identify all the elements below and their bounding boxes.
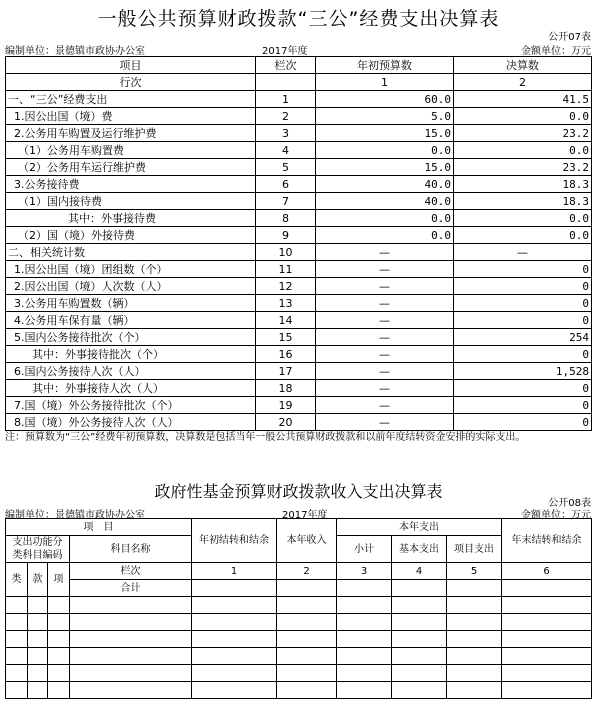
table-row — [6, 329, 592, 346]
row-item: 一、“三公”经费支出 — [6, 91, 256, 108]
empty-cell — [337, 597, 392, 614]
table-row — [6, 414, 592, 431]
table1-unit-left: 编制单位：景德镇市政协办公室 — [5, 46, 145, 57]
row-final: 0 — [454, 261, 592, 278]
row-budget: — — [316, 397, 454, 414]
row-final: 0.0 — [454, 142, 592, 159]
t2-header-begin: 年初结转和结余 — [192, 519, 277, 563]
row-budget: — — [316, 295, 454, 312]
table-row — [6, 597, 592, 614]
row-col-no: 6 — [256, 176, 316, 193]
row-budget: — — [316, 380, 454, 397]
t2-header-colno: 栏次 — [70, 563, 192, 580]
row-col-no: 15 — [256, 329, 316, 346]
row-final: 0 — [454, 346, 592, 363]
empty-cell — [277, 631, 337, 648]
empty-cell — [192, 648, 277, 665]
row-col-no: 3 — [256, 125, 316, 142]
row-col-no: 13 — [256, 295, 316, 312]
empty-cell — [70, 665, 192, 682]
header-budget: 年初预算数 — [316, 57, 454, 74]
empty-cell — [447, 648, 502, 665]
row-col-no: 17 — [256, 363, 316, 380]
empty-cell — [277, 597, 337, 614]
empty-cell — [192, 682, 277, 699]
empty-cell — [447, 631, 502, 648]
row-final: 0.0 — [454, 108, 592, 125]
empty-cell — [447, 665, 502, 682]
empty-cell — [337, 682, 392, 699]
t2-num-1: 1 — [192, 563, 277, 580]
row-budget: — — [316, 346, 454, 363]
t2-header-project: 项 目 — [6, 519, 192, 536]
empty-cell — [192, 631, 277, 648]
row-item: 2.公务用车购置及运行维护费 — [6, 125, 256, 142]
empty-cell — [70, 648, 192, 665]
t2-header-end: 年末结转和结余 — [502, 519, 592, 563]
empty-cell — [28, 597, 48, 614]
empty-cell — [192, 597, 277, 614]
row-final: 254 — [454, 329, 592, 346]
t2-header-expense: 本年支出 — [337, 519, 502, 536]
row-final: 0 — [454, 397, 592, 414]
empty-cell — [502, 682, 592, 699]
table2-code: 公开08表 — [548, 498, 591, 509]
table2-unit-left: 编制单位：景德镇市政协办公室 — [5, 510, 145, 521]
row-item: （2）公务用车运行维护费 — [6, 159, 256, 176]
empty-cell — [6, 648, 28, 665]
t2-num-4: 4 — [392, 563, 447, 580]
empty-cell — [337, 631, 392, 648]
table-row — [6, 210, 592, 227]
header-col-no: 栏次 — [256, 57, 316, 74]
row-budget: 15.0 — [316, 125, 454, 142]
table-row — [6, 363, 592, 380]
row-col-no: 9 — [256, 227, 316, 244]
empty-cell — [277, 665, 337, 682]
subheader-blank — [256, 74, 316, 91]
table1-year: 2017年度 — [262, 46, 308, 57]
empty-cell — [6, 665, 28, 682]
table-row — [6, 295, 592, 312]
row-item: 二、相关统计数 — [6, 244, 256, 261]
row-col-no: 18 — [256, 380, 316, 397]
empty-cell — [70, 631, 192, 648]
empty-cell — [28, 614, 48, 631]
table1-title: 一般公共预算财政拨款“三公”经费支出决算表 — [97, 8, 500, 30]
row-final: 0 — [454, 278, 592, 295]
empty-cell — [48, 682, 70, 699]
t2-total-cell — [447, 580, 502, 597]
empty-cell — [48, 614, 70, 631]
empty-cell — [392, 614, 447, 631]
row-col-no: 7 — [256, 193, 316, 210]
table-row — [6, 312, 592, 329]
row-final: 18.3 — [454, 193, 592, 210]
row-col-no: 10 — [256, 244, 316, 261]
t2-num-3: 3 — [337, 563, 392, 580]
empty-cell — [337, 648, 392, 665]
row-item: 3.公务用车购置数（辆） — [6, 295, 256, 312]
t2-num-5: 5 — [447, 563, 502, 580]
row-final: 0 — [454, 295, 592, 312]
row-item: 1.因公出国（境）团组数（个） — [6, 261, 256, 278]
empty-cell — [6, 631, 28, 648]
row-final: 18.3 — [454, 176, 592, 193]
empty-cell — [48, 631, 70, 648]
empty-cell — [192, 665, 277, 682]
t2-total-cell — [277, 580, 337, 597]
row-item: （1）国内接待费 — [6, 193, 256, 210]
table-row — [6, 397, 592, 414]
row-item: （1）公务用车购置费 — [6, 142, 256, 159]
row-col-no: 12 — [256, 278, 316, 295]
empty-cell — [277, 648, 337, 665]
row-item: 其中：外事接待人次（人） — [6, 380, 256, 397]
row-item: 6.国内公务接待人次（人） — [6, 363, 256, 380]
table-row — [6, 278, 592, 295]
t2-header-xiang: 项 — [48, 563, 70, 597]
t2-header-kuan: 款 — [28, 563, 48, 597]
table2-title: 政府性基金预算财政拨款收入支出决算表 — [154, 482, 443, 501]
row-col-no: 5 — [256, 159, 316, 176]
table-row — [6, 193, 592, 210]
row-col-no: 19 — [256, 397, 316, 414]
table-row — [6, 346, 592, 363]
row-budget: — — [316, 363, 454, 380]
row-final: 23.2 — [454, 125, 592, 142]
row-budget: 60.0 — [316, 91, 454, 108]
row-item: 4.公务用车保有量（辆） — [6, 312, 256, 329]
empty-cell — [502, 597, 592, 614]
empty-cell — [192, 614, 277, 631]
header-item: 项目 — [6, 57, 256, 74]
row-final: 0.0 — [454, 210, 592, 227]
table1-code: 公开07表 — [548, 32, 591, 43]
t2-total-cell — [192, 580, 277, 597]
empty-cell — [392, 682, 447, 699]
empty-cell — [48, 648, 70, 665]
t2-num-6: 6 — [502, 563, 592, 580]
empty-cell — [28, 631, 48, 648]
empty-cell — [48, 597, 70, 614]
row-col-no: 8 — [256, 210, 316, 227]
table-row — [6, 631, 592, 648]
row-col-no: 4 — [256, 142, 316, 159]
empty-cell — [70, 682, 192, 699]
gov-fund-table — [5, 518, 592, 699]
row-budget: 0.0 — [316, 227, 454, 244]
subheader-final: 2 — [454, 74, 592, 91]
t2-header-lei: 类 — [6, 563, 28, 597]
three-public-expense-table — [5, 56, 592, 431]
t2-header-func-code: 支出功能分类科目编码 — [6, 536, 70, 563]
empty-cell — [392, 648, 447, 665]
subheader-budget: 1 — [316, 74, 454, 91]
empty-cell — [502, 648, 592, 665]
row-col-no: 1 — [256, 91, 316, 108]
empty-cell — [392, 631, 447, 648]
row-final: 0 — [454, 312, 592, 329]
table-row — [6, 261, 592, 278]
row-budget: — — [316, 414, 454, 431]
empty-cell — [447, 682, 502, 699]
empty-cell — [6, 682, 28, 699]
row-item: 5.国内公务接待批次（个） — [6, 329, 256, 346]
t2-total-cell — [337, 580, 392, 597]
row-budget: — — [316, 244, 454, 261]
row-item: 其中：外事接待费 — [6, 210, 256, 227]
empty-cell — [277, 614, 337, 631]
subheader-label: 行次 — [6, 74, 256, 91]
table-row — [6, 227, 592, 244]
t2-num-2: 2 — [277, 563, 337, 580]
header-final: 决算数 — [454, 57, 592, 74]
row-budget: 0.0 — [316, 142, 454, 159]
empty-cell — [447, 597, 502, 614]
row-col-no: 11 — [256, 261, 316, 278]
empty-cell — [70, 614, 192, 631]
table-row — [6, 380, 592, 397]
t2-header-basic: 基本支出 — [392, 536, 447, 563]
empty-cell — [28, 648, 48, 665]
t2-header-name: 科目名称 — [70, 536, 192, 563]
empty-cell — [28, 665, 48, 682]
empty-cell — [337, 614, 392, 631]
row-budget: — — [316, 329, 454, 346]
row-col-no: 14 — [256, 312, 316, 329]
table-row — [6, 665, 592, 682]
empty-cell — [6, 597, 28, 614]
empty-cell — [28, 682, 48, 699]
t2-total-cell — [502, 580, 592, 597]
empty-cell — [447, 614, 502, 631]
row-final: 41.5 — [454, 91, 592, 108]
empty-cell — [392, 665, 447, 682]
row-final: 0 — [454, 380, 592, 397]
row-budget: — — [316, 278, 454, 295]
t2-total-label: 合计 — [70, 580, 192, 597]
row-budget: — — [316, 312, 454, 329]
row-item: 2.因公出国（境）人次数（人） — [6, 278, 256, 295]
row-item: 7.国（境）外公务接待批次（个） — [6, 397, 256, 414]
table-row — [6, 682, 592, 699]
row-col-no: 2 — [256, 108, 316, 125]
t2-total-cell — [392, 580, 447, 597]
row-budget: 5.0 — [316, 108, 454, 125]
row-budget: — — [316, 261, 454, 278]
table2-year: 2017年度 — [282, 510, 328, 521]
table-row — [6, 648, 592, 665]
t2-header-proj: 项目支出 — [447, 536, 502, 563]
empty-cell — [502, 631, 592, 648]
row-item: （2）国（境）外接待费 — [6, 227, 256, 244]
t2-header-subtotal: 小计 — [337, 536, 392, 563]
t2-header-income: 本年收入 — [277, 519, 337, 563]
empty-cell — [502, 614, 592, 631]
table1-note: 注：预算数为“三公”经费年初预算数，决算数是包括当年一般公共预算财政拨款和以前年度结转资金安排的实际支出。 — [5, 432, 526, 443]
table1-unit-right: 金额单位：万元 — [521, 46, 591, 57]
row-final: — — [454, 244, 592, 261]
row-item: 3.公务接待费 — [6, 176, 256, 193]
table-row — [6, 108, 592, 125]
row-item: 8.国（境）外公务接待人次（人） — [6, 414, 256, 431]
table-row — [6, 244, 592, 261]
row-col-no: 16 — [256, 346, 316, 363]
empty-cell — [502, 665, 592, 682]
table-row — [6, 159, 592, 176]
table-row — [6, 142, 592, 159]
row-budget: 40.0 — [316, 193, 454, 210]
table2-unit-right: 金额单位：万元 — [521, 510, 591, 521]
row-final: 0 — [454, 414, 592, 431]
row-item: 其中：外事接待批次（个） — [6, 346, 256, 363]
table-row — [6, 91, 592, 108]
empty-cell — [277, 682, 337, 699]
row-budget: 15.0 — [316, 159, 454, 176]
row-item: 1.因公出国（境）费 — [6, 108, 256, 125]
table-row — [6, 614, 592, 631]
empty-cell — [392, 597, 447, 614]
empty-cell — [48, 665, 70, 682]
row-final: 23.2 — [454, 159, 592, 176]
row-budget: 0.0 — [316, 210, 454, 227]
empty-cell — [70, 597, 192, 614]
table-row — [6, 176, 592, 193]
empty-cell — [337, 665, 392, 682]
row-col-no: 20 — [256, 414, 316, 431]
table-row — [6, 125, 592, 142]
row-final: 1,528 — [454, 363, 592, 380]
row-budget: 40.0 — [316, 176, 454, 193]
empty-cell — [6, 614, 28, 631]
row-final: 0.0 — [454, 227, 592, 244]
